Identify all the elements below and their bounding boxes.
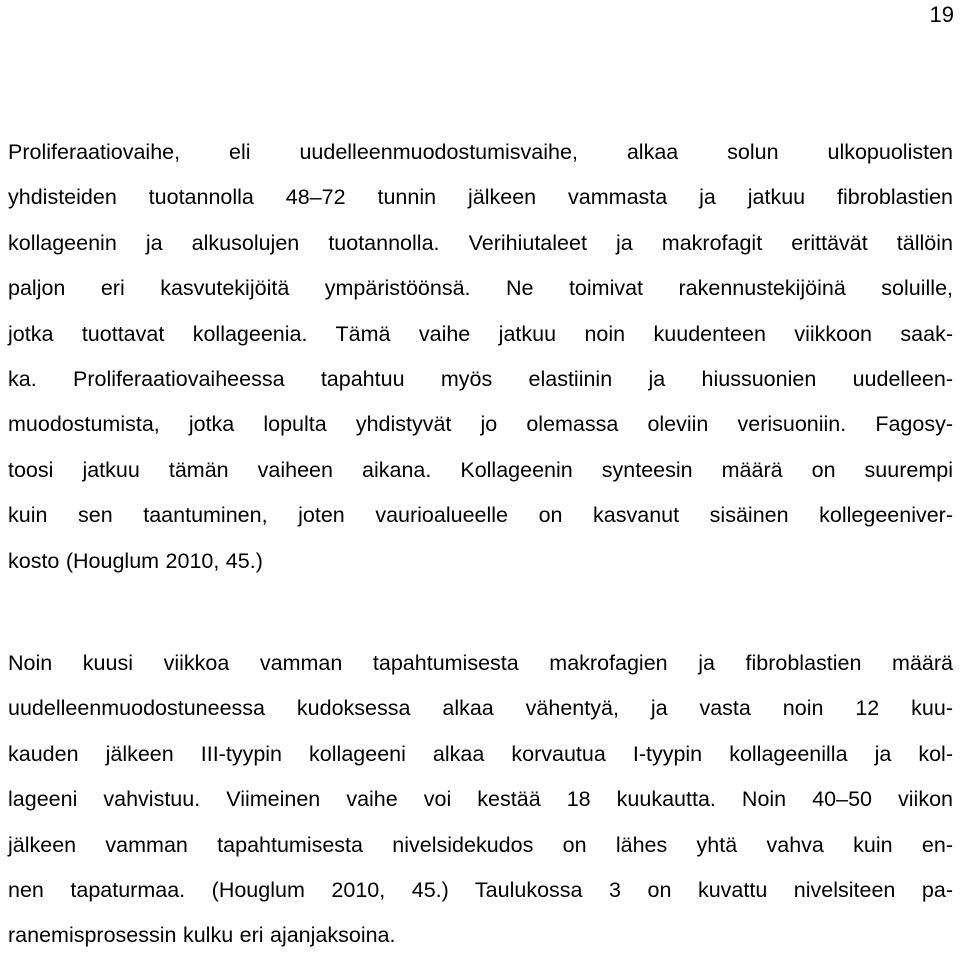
text-line: toosi jatkuu tämän vaiheen aikana. Kollageenin synteesin määrä on suurempi	[8, 457, 953, 482]
text-line: uudelleenmuodostuneessa kudoksessa alkaa vähentyä, ja vasta noin 12 kuu-	[8, 696, 953, 721]
text-line: ranemisprosessin kulku eri ajanjaksoina.	[8, 923, 396, 948]
paragraph-proliferation-phase	[8, 130, 953, 584]
text-line: yhdisteiden tuotannolla 48–72 tunnin jälkeen vammasta ja jatkuu fibroblastien	[8, 185, 953, 210]
text-line: paljon eri kasvutekijöitä ympäristöönsä. Ne toimivat rakennustekijöinä soluille,	[8, 276, 953, 301]
text-line: jälkeen vamman tapahtumisesta nivelsidekudos on lähes yhtä vahva kuin en-	[8, 832, 953, 857]
text-line: kauden jälkeen III-tyypin kollageeni alkaa korvautua I-tyypin kollageenilla ja kol-	[8, 741, 953, 766]
text-line: muodostumista, jotka lopulta yhdistyvät jo olemassa oleviin verisuoniin. Fagosy-	[8, 412, 953, 437]
text-line: nen tapaturmaa. (Houglum 2010, 45.) Taulukossa 3 on kuvattu nivelsiteen pa-	[8, 878, 953, 903]
text-line: kuin sen taantuminen, joten vaurioalueelle on kasvanut sisäinen kollegeeniver-	[8, 503, 953, 528]
text-line: kosto (Houglum 2010, 45.)	[8, 548, 263, 573]
text-line: kollageenin ja alkusolujen tuotannolla. Verihiutaleet ja makrofagit erittävät tällöin	[8, 230, 953, 255]
text-line: lageeni vahvistuu. Viimeinen vaihe voi kestää 18 kuukautta. Noin 40–50 viikon	[8, 787, 953, 812]
text-line: Noin kuusi viikkoa vamman tapahtumisesta makrofagien ja fibroblastien määrä	[8, 651, 953, 675]
page-number: 19	[929, 2, 954, 27]
paragraph-remodeling-phase	[8, 641, 953, 959]
text-line: Proliferaatiovaihe, eli uudelleenmuodostumisvaihe, alkaa solun ulkopuolisten	[8, 140, 953, 164]
text-line: jotka tuottavat kollageenia. Tämä vaihe jatkuu noin kuudenteen viikkoon saak-	[8, 321, 953, 346]
text-line: ka. Proliferaatiovaiheessa tapahtuu myös elastiinin ja hiussuonien uudelleen-	[8, 367, 953, 392]
